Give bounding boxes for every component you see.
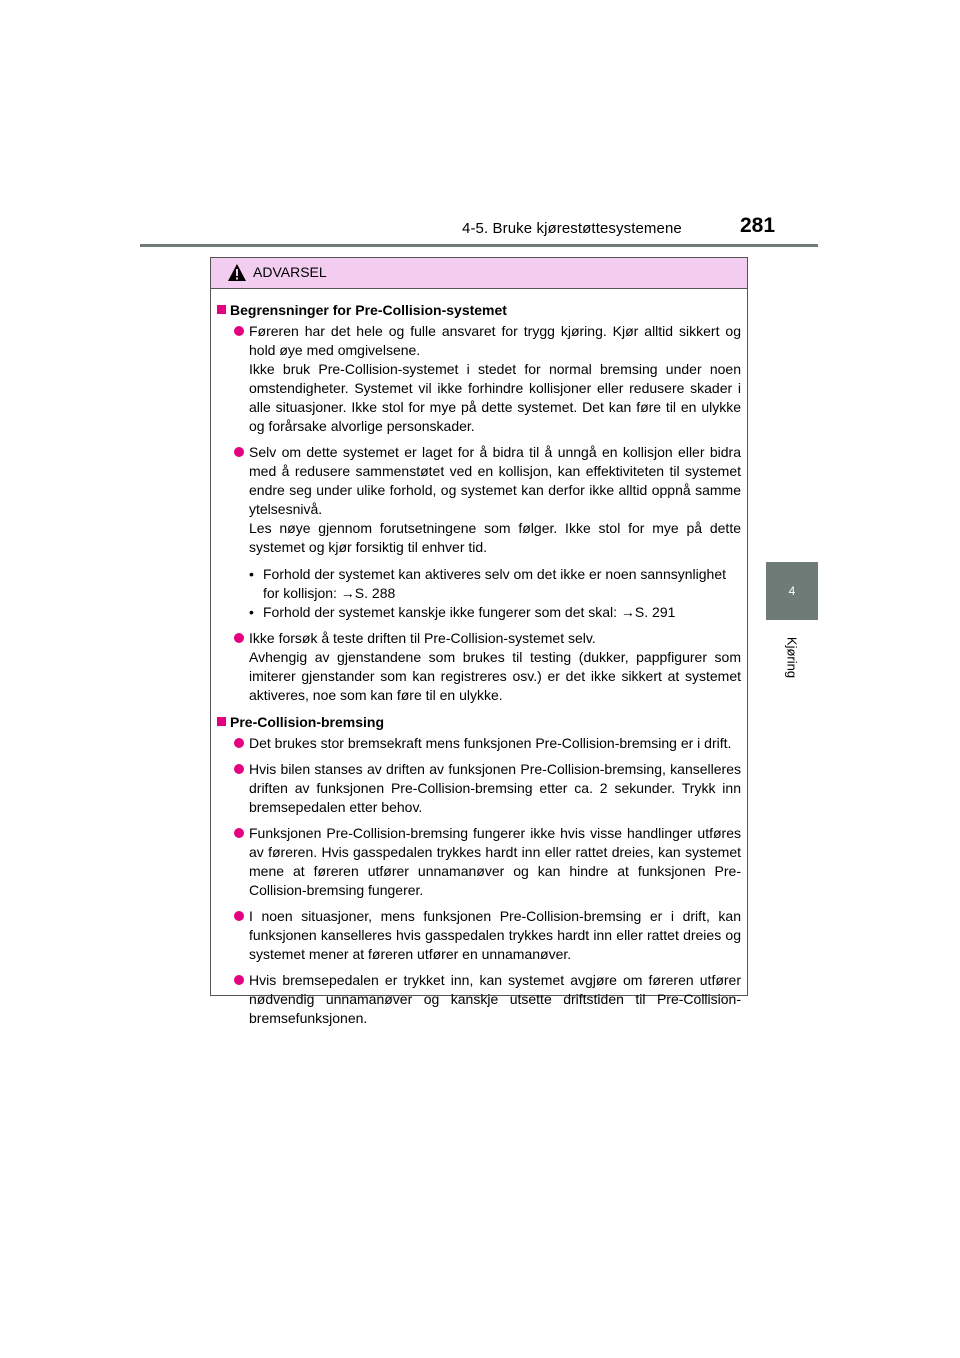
round-bullet-icon: [234, 911, 244, 921]
sub-bullet-text: Forhold der systemet kanskje ikke fungerer som det skal: →S. 291: [263, 604, 676, 620]
chapter-label: Kjøring: [784, 636, 800, 679]
warning-icon: [227, 263, 247, 282]
bullet-paragraph: I noen situasjoner, mens funksjonen Pre-Collision-bremsing er i drift, kan funksjonen kanselleres hvis gasspedalen trykkes hardt inn eller rattet dreies og systemet mener at føreren utfører en unnamanøver.: [249, 908, 741, 962]
bullet-paragraph: Selv om dette systemet er laget for å bidra til å unngå en kollisjon eller bidra med å redusere sammenstøtet ved en kollisjon, kan effektiviteten til systemet endre seg under ulike forhold, og systemet kan derfor ikke alltid oppnå samme ytelsesnivå.: [249, 444, 741, 517]
bullet-paragraph: Les nøye gjennom forutsetningene som følger. Ikke stol for mye på dette systemet og kjør forsiktig til enhver tid.: [249, 520, 741, 555]
warning-section: [217, 713, 741, 1028]
warning-body: [211, 289, 747, 1028]
warning-header: [211, 258, 747, 289]
round-bullet-icon: [234, 764, 244, 774]
bullet-item: [217, 734, 741, 753]
bullet-item: [217, 824, 741, 900]
page-header-section: 4-5. Bruke kjørestøttesystemene: [462, 220, 682, 237]
bullet-item: [217, 971, 741, 1028]
bullet-item: [217, 629, 741, 705]
square-bullet-icon: [217, 305, 226, 314]
bullet-paragraph: Hvis bremsepedalen er trykket inn, kan systemet avgjøre om føreren utfører nødvendig unnamanøver og kanskje utsette driftstiden til Pre-Collision-bremsefunksjonen.: [249, 972, 741, 1026]
section-heading-text: Begrensninger for Pre-Collision-systemet: [230, 302, 507, 318]
bullet-item: [217, 443, 741, 622]
section-heading: [217, 301, 741, 320]
section-heading: [217, 713, 741, 732]
sub-bullet-list: [249, 565, 741, 622]
round-bullet-icon: [234, 738, 244, 748]
bullet-item: [217, 907, 741, 964]
round-bullet-icon: [234, 975, 244, 985]
page-number: 281: [740, 214, 776, 237]
bullet-paragraph: Det brukes stor bremsekraft mens funksjonen Pre-Collision-bremsing er i drift.: [249, 735, 732, 751]
sub-bullet-mark: •: [249, 604, 254, 620]
warning-box: [210, 257, 748, 1026]
bullet-paragraph: Funksjonen Pre-Collision-bremsing fungerer ikke hvis visse handlinger utføres av føreren. Hvis gasspedalen trykkes hardt inn eller rattet dreies, kan systemet mene at føreren utfører unnamanøver og kan hindre at funksjonen Pre-Collision-bremsing fungerer.: [249, 825, 741, 898]
square-bullet-icon: [217, 717, 226, 726]
warning-section: [217, 301, 741, 705]
header-rule: [140, 244, 818, 247]
sub-bullet-item: [249, 603, 741, 622]
warning-title: ADVARSEL: [253, 264, 327, 280]
bullet-paragraph: Ikke bruk Pre-Collision-systemet i stedet for normal bremsing under noen omstendigheter. Systemet vil ikke forhindre kollisjoner eller redusere skader i alle situasjoner. Ikke stol for mye på dette systemet. Det kan føre til en ulykke og forårsake alvorlige personskader.: [249, 361, 741, 434]
bullet-paragraph: Føreren har det hele og fulle ansvaret for trygg kjøring. Kjør alltid sikkert og hold øye med omgivelsene.: [249, 323, 741, 358]
sub-bullet-mark: •: [249, 566, 254, 582]
bullet-item: [217, 322, 741, 436]
round-bullet-icon: [234, 633, 244, 643]
bullet-paragraph: Avhengig av gjenstandene som brukes til testing (dukker, pappfigurer som imiterer gjenstander som kan registreres osv.) er det ikke sikkert at systemet aktiveres, noe som kan føre til en ulykke.: [249, 649, 741, 703]
sub-bullet-text: Forhold der systemet kan aktiveres selv om det ikke er noen sannsynlighet for kollisjon: →S. 288: [263, 566, 727, 601]
sub-bullet-item: [249, 565, 741, 603]
bullet-item: [217, 760, 741, 817]
section-heading-text: Pre-Collision-bremsing: [230, 714, 385, 730]
chapter-tab: [766, 562, 818, 620]
bullet-paragraph: Hvis bilen stanses av driften av funksjonen Pre-Collision-bremsing, kanselleres driften av funksjonen Pre-Collision-bremsing etter ca. 2 sekunder. Trykk inn bremsepedalen etter behov.: [249, 761, 741, 815]
chapter-number: 4: [788, 584, 796, 598]
round-bullet-icon: [234, 828, 244, 838]
round-bullet-icon: [234, 447, 244, 457]
round-bullet-icon: [234, 326, 244, 336]
bullet-paragraph: Ikke forsøk å teste driften til Pre-Collision-systemet selv.: [249, 630, 596, 646]
